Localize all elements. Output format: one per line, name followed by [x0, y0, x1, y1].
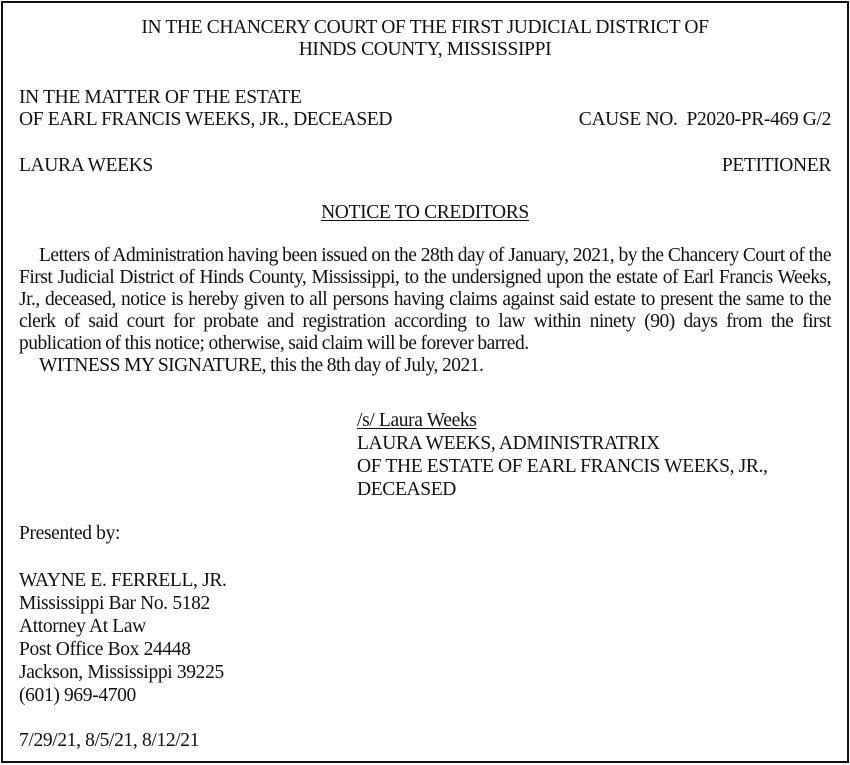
attorney-bar-number: Mississippi Bar No. 5182 [19, 593, 210, 614]
signature-block [357, 409, 768, 501]
notice-title-text: NOTICE TO CREDITORS [321, 202, 529, 223]
attorney-name: WAYNE E. FERRELL, JR. [19, 570, 227, 591]
notice-body [19, 245, 831, 377]
court-heading-line1: IN THE CHANCERY COURT OF THE FIRST JUDICIAL DISTRICT OF [141, 17, 709, 38]
notice-paragraph: Letters of Administration having been issued on the 28th day of January, 2021, by the Chancery Court of the First Judicial District of Hinds County, Mississippi, to the undersigned upon the estate of Earl Francis Weeks, Jr., deceased, notice is hereby given to all persons having claims against said estate to present the same to the clerk of said court for probate and registration according to law within ninety (90) days from the first publication of this notice; otherwise, said claim will be forever barred. [19, 245, 831, 354]
witness-line: WITNESS MY SIGNATURE, this the 8th day of July, 2021. [39, 355, 484, 376]
signer-title: LAURA WEEKS, ADMINISTRATRIX [357, 433, 660, 454]
estate-matter-line1: IN THE MATTER OF THE ESTATE [19, 87, 302, 108]
publication-dates: 7/29/21, 8/5/21, 8/12/21 [19, 730, 200, 751]
attorney-title: Attorney At Law [19, 616, 146, 637]
legal-notice [1, 1, 849, 763]
signer-deceased: DECEASED [357, 479, 457, 500]
attorney-address1: Post Office Box 24448 [19, 639, 191, 660]
estate-matter-line2: OF EARL FRANCIS WEEKS, JR., DECEASED [19, 109, 393, 130]
presented-by-label: Presented by: [19, 523, 121, 544]
court-heading-line2: HINDS COUNTY, MISSISSIPPI [298, 39, 552, 60]
petitioner-name: LAURA WEEKS [19, 155, 153, 176]
signature-line: /s/ Laura Weeks [357, 410, 477, 431]
notice-title [3, 202, 847, 224]
petitioner-role: PETITIONER [721, 155, 831, 176]
attorney-address2: Jackson, Mississippi 39225 [19, 662, 224, 683]
attorney-block [19, 569, 227, 707]
signer-estate: OF THE ESTATE OF EARL FRANCIS WEEKS, JR., [357, 456, 768, 477]
cause-number: CAUSE NO. P2020-PR-469 G/2 [578, 109, 831, 130]
attorney-phone: (601) 969-4700 [19, 685, 136, 706]
